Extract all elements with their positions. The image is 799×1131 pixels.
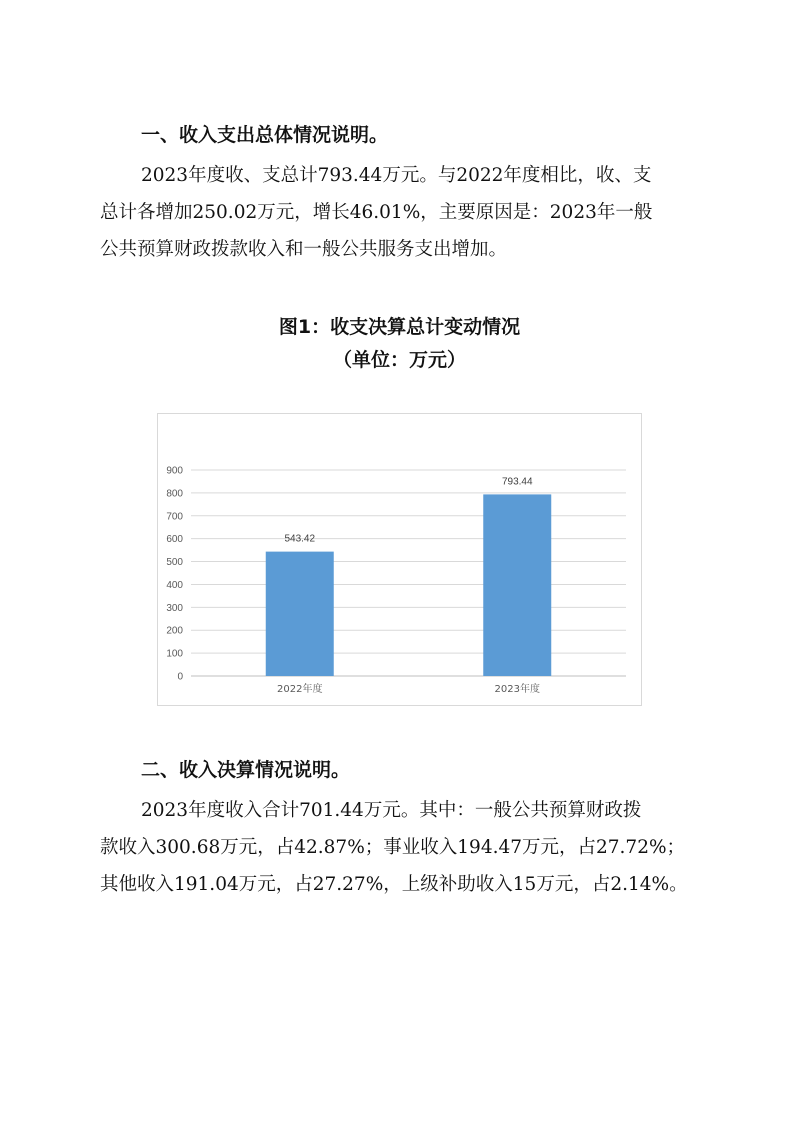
paragraph-line: 2023年度收入合计701.44万元。其中：一般公共预算财政拨	[141, 800, 642, 821]
section-2-heading: 二、收入决算情况说明。	[141, 759, 351, 781]
section-1-paragraph	[100, 157, 703, 268]
paragraph-line: 款收入300.68万元，占42.87%；事业收入194.47万元，占27.72%；	[100, 837, 686, 858]
y-tick-label: 300	[166, 602, 183, 614]
bar-chart	[157, 413, 642, 706]
x-axis-categories	[277, 682, 540, 695]
paragraph-line: 公共预算财政拨款收入和一般公共服务支出增加。	[100, 239, 508, 260]
gridlines	[191, 470, 626, 676]
x-category-label: 2022年度	[277, 684, 323, 695]
figure-unit: （单位：万元）	[332, 349, 466, 371]
y-tick-label: 100	[166, 648, 183, 660]
bar	[266, 552, 334, 676]
y-tick-label: 0	[177, 671, 183, 683]
bars	[266, 494, 552, 676]
data-label: 543.42	[284, 533, 316, 545]
x-category-label: 2023年度	[494, 684, 540, 695]
bar	[483, 494, 551, 676]
paragraph-line: 总计各增加250.02万元，增长46.01%，主要原因是：2023年一般	[100, 202, 653, 223]
paragraph-line: 2023年度收、支总计793.44万元。与2022年度相比，收、支	[141, 165, 652, 186]
y-tick-label: 700	[166, 511, 183, 523]
y-tick-label: 900	[166, 465, 183, 477]
y-tick-label: 200	[166, 625, 183, 637]
data-label: 793.44	[501, 476, 533, 488]
y-tick-label: 500	[166, 557, 183, 569]
section-1-heading: 一、收入支出总体情况说明。	[141, 124, 389, 146]
section-2-paragraph	[100, 792, 703, 903]
y-axis-ticks	[166, 466, 183, 683]
paragraph-line: 其他收入191.04万元，占27.27%，上级补助收入15万元，占2.14%。	[100, 874, 688, 895]
figure-title: 图1：收支决算总计变动情况	[278, 316, 521, 338]
y-tick-label: 600	[166, 534, 183, 546]
y-tick-label: 800	[166, 488, 183, 500]
y-tick-label: 400	[166, 579, 183, 591]
chart-svg	[158, 414, 641, 705]
